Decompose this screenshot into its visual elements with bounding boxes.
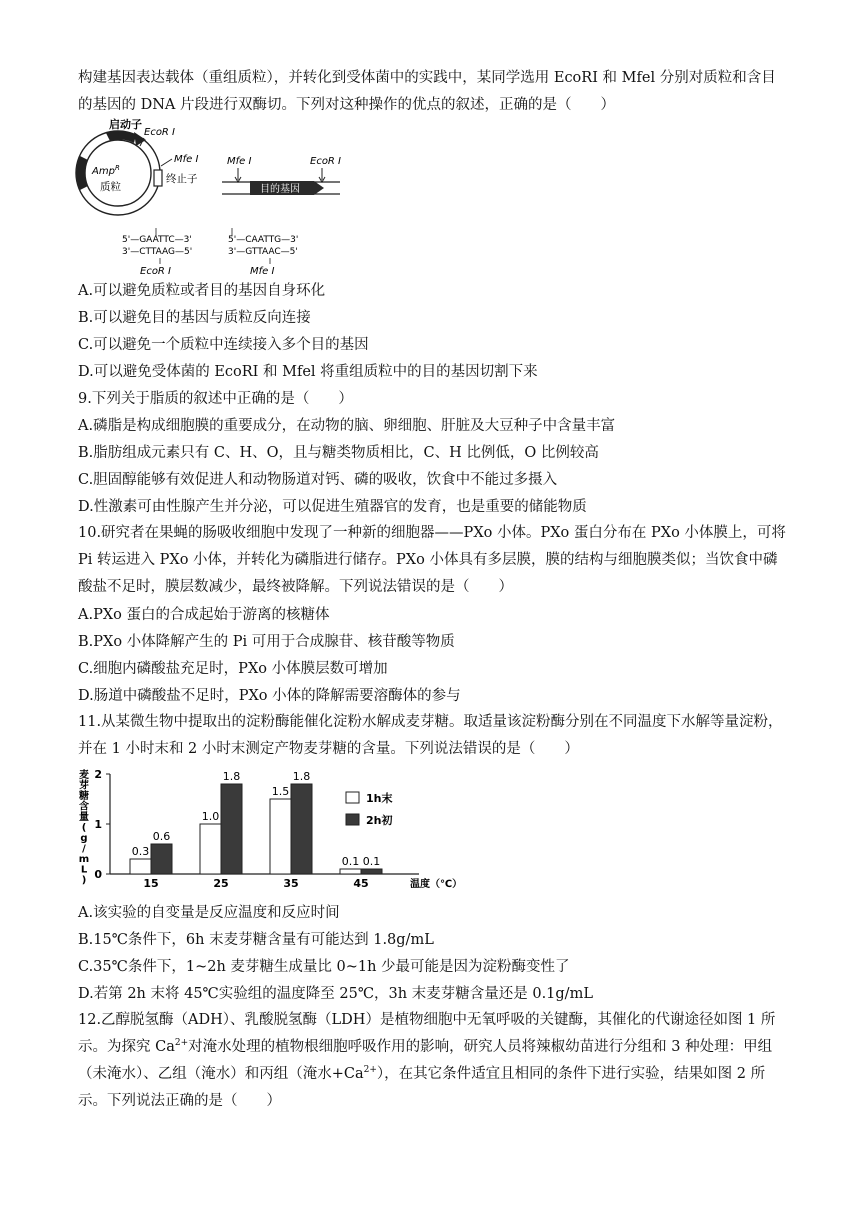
terminator-label: 终止子 [166, 173, 198, 185]
mfe-plasmid-pointer [161, 159, 172, 166]
plasmid-diagram [74, 118, 364, 278]
target-gene-label: 目的基因 [260, 184, 300, 195]
q8-option-a: A.可以避免质粒或者目的基因自身环化 [78, 283, 326, 299]
seq2-bottom: 3'—GTTAAC—5' [228, 247, 298, 257]
bar-value-label: 0.3 [131, 845, 150, 858]
q11-stem: 11.从某微生物中提取出的淀粉酶能催化淀粉水解成麦芽糖。取适量该淀粉酶分别在不同温度下水解等量淀粉，并在 1 小时末和 2 小时末测定产物麦芽糖的含量。下列说法错误的是（ ） [78, 714, 783, 757]
q12-stem-part3: ），在其它条件适宜且相同的条件下进行实验，结果如图 2 所示。下列说法正确的是（ ） [78, 1066, 766, 1109]
y-tick-label: 2 [94, 768, 102, 781]
y-axis-label [78, 768, 89, 886]
legend-label: 1h末 [366, 792, 393, 805]
amp-text: Amp [92, 166, 115, 177]
legend-swatch [346, 814, 359, 825]
legend-swatch [346, 792, 359, 803]
mfe-plasmid-label: Mfe Ⅰ [174, 154, 199, 165]
q10-stem: 10.研究者在果蝇的肠吸收细胞中发现了一种新的细胞器——PXo 小体。PXo 蛋白分布在 PXo 小体膜上，可将 Pi 转运进入 PXo 小体，并转化为磷脂进行储存。PXo 小体具有多层膜，膜的结构与细胞膜类似；当饮食中磷酸盐不足时，膜层数减少，最终被降解。下列说法错误的是（ ） [78, 525, 786, 595]
bar-value-label: 1.0 [201, 810, 220, 823]
q8-option-b: B.可以避免目的基因与质粒反向连接 [78, 310, 311, 326]
y-axis-label-char: m [78, 854, 90, 865]
legend-label: 2h初 [366, 814, 393, 827]
seq2-top: 5'—CAATTG—3' [228, 235, 299, 245]
y-tick-label: 1 [94, 818, 102, 831]
bar-value-label: 0.1 [341, 855, 360, 868]
mfe-gene-label: Mfe Ⅰ [227, 156, 252, 167]
bar-2h初-45 [361, 869, 382, 874]
x-tick-label: 35 [283, 877, 299, 890]
q8-option-d: D.可以避免受体菌的 EcoRI 和 Mfel 将重组质粒中的目的基因切割下来 [78, 364, 538, 380]
q12-stem-part2: 对淹水处理的植物根细胞呼吸作用的影响，研究人员将辣椒幼苗进行分组和 3 种处理：甲组（未淹水）、乙组（淹水）和丙组（淹水+Ca [78, 1039, 773, 1082]
y-axis-label-char: / [82, 843, 86, 855]
promoter-label: 启动子 [109, 118, 142, 131]
q9-option-c: C.胆固醇能够有效促进人和动物肠道对钙、磷的吸收，饮食中不能过多摄入 [78, 472, 558, 488]
y-tick-label: 0 [94, 868, 102, 881]
x-tick-label: 45 [353, 877, 369, 890]
bar-value-label: 0.6 [152, 830, 171, 843]
q9-stem: 9.下列关于脂质的叙述中正确的是（ ） [78, 391, 353, 407]
plasmid-label: 质粒 [100, 181, 121, 193]
q10-option-b: B.PXo 小体降解产生的 Pi 可用于合成腺苷、核苷酸等物质 [78, 634, 455, 650]
bar-value-label: 1.8 [222, 770, 241, 783]
x-tick-label: 15 [143, 877, 159, 890]
q10-option-c: C.细胞内磷酸盐充足时，PXo 小体膜层数可增加 [78, 661, 388, 677]
bar-1h末-25 [200, 824, 221, 874]
x-axis-label: 温度（℃） [410, 879, 463, 890]
y-axis-label-char: 麦 [79, 770, 89, 781]
bar-2h初-15 [151, 844, 172, 874]
bar-2h初-25 [221, 784, 242, 874]
q12-stem-part1: 12.乙醇脱氢酶（ADH）、乳酸脱氢酶（LDH）是植物细胞中无氧呼吸的关键酶，其催化的代谢途径如图 1 所示。为探究 Ca [78, 1012, 776, 1055]
terminator-segment [154, 170, 162, 186]
y-axis-label-char: ) [81, 875, 87, 886]
q12-sup2: 2+ [363, 1065, 377, 1076]
bar-2h初-35 [291, 784, 312, 874]
q10-option-a: A.PXo 蛋白的合成起始于游离的核糖体 [78, 607, 330, 623]
bar-1h末-15 [130, 859, 151, 874]
y-axis-label-char: 含 [79, 801, 89, 813]
y-axis-label-char: ( [81, 822, 87, 834]
q9-option-b: B.脂肪组成元素只有 C、H、O，且与糖类物质相比，C、H 比例低，O 比例较高 [78, 445, 599, 461]
q8-option-c: C.可以避免一个质粒中连续接入多个目的基因 [78, 337, 369, 353]
seq1-top: 5'—GAATTC—3' [122, 235, 192, 245]
seq1-label: EcoR Ⅰ [140, 266, 172, 277]
y-axis-label-char: L [80, 864, 88, 876]
bar-value-label: 1.8 [292, 770, 311, 783]
q9-option-d: D.性激素可由性腺产生并分泌，可以促进生殖器官的发育，也是重要的储能物质 [78, 499, 587, 515]
amp-segment [76, 156, 88, 190]
bar-value-label: 0.1 [362, 855, 381, 868]
maltose-bar-chart [74, 766, 474, 896]
bar-1h末-45 [340, 869, 361, 874]
q12-sup1: 2+ [174, 1038, 189, 1049]
q9-option-a: A.磷脂是构成细胞膜的重要成分，在动物的脑、卵细胞、肝脏及大豆种子中含量丰富 [78, 418, 616, 434]
q11-option-c: C.35℃条件下，1~2h 麦芽糖生成量比 0~1h 少最可能是因为淀粉酶变性了 [78, 959, 570, 975]
q11-option-b: B.15℃条件下，6h 末麦芽糖含量有可能达到 1.8g/mL [78, 932, 434, 948]
y-axis-label-char: 芽 [79, 780, 89, 792]
q11-option-d: D.若第 2h 末将 45℃实验组的温度降至 25℃，3h 末麦芽糖含量还是 0.1g/mL [78, 986, 593, 1002]
amp-sup: R [114, 164, 120, 172]
y-axis-label-char: 糖 [79, 791, 89, 802]
bar-1h末-35 [270, 799, 291, 874]
x-tick-label: 25 [213, 877, 229, 890]
y-axis-label-char: g [80, 833, 88, 844]
q10-option-d: D.肠道中磷酸盐不足时，PXo 小体的降解需要溶酶体的参与 [78, 688, 461, 704]
seq2-label: Mfe Ⅰ [250, 266, 275, 277]
amp-label [91, 164, 120, 177]
ecori-plasmid-label: EcoR Ⅰ [144, 127, 176, 138]
bar-value-label: 1.5 [271, 785, 290, 798]
ecori-gene-label: EcoR Ⅰ [310, 156, 342, 167]
y-axis-label-char: 量 [79, 812, 89, 823]
plasmid-ring-outer [76, 131, 160, 215]
q12-stem [78, 1007, 790, 1115]
q8-stem: 构建基因表达载体（重组质粒），并转化到受体菌中的实践中，某同学选用 EcoRI 和 Mfel 分别对质粒和含目的基因的 DNA 片段进行双酶切。下列对这种操作的优点的叙述，正确的是（ ） [78, 70, 776, 113]
q11-option-a: A.该实验的自变量是反应温度和反应时间 [78, 905, 340, 921]
seq1-bottom: 3'—CTTAAG—5' [122, 247, 193, 257]
